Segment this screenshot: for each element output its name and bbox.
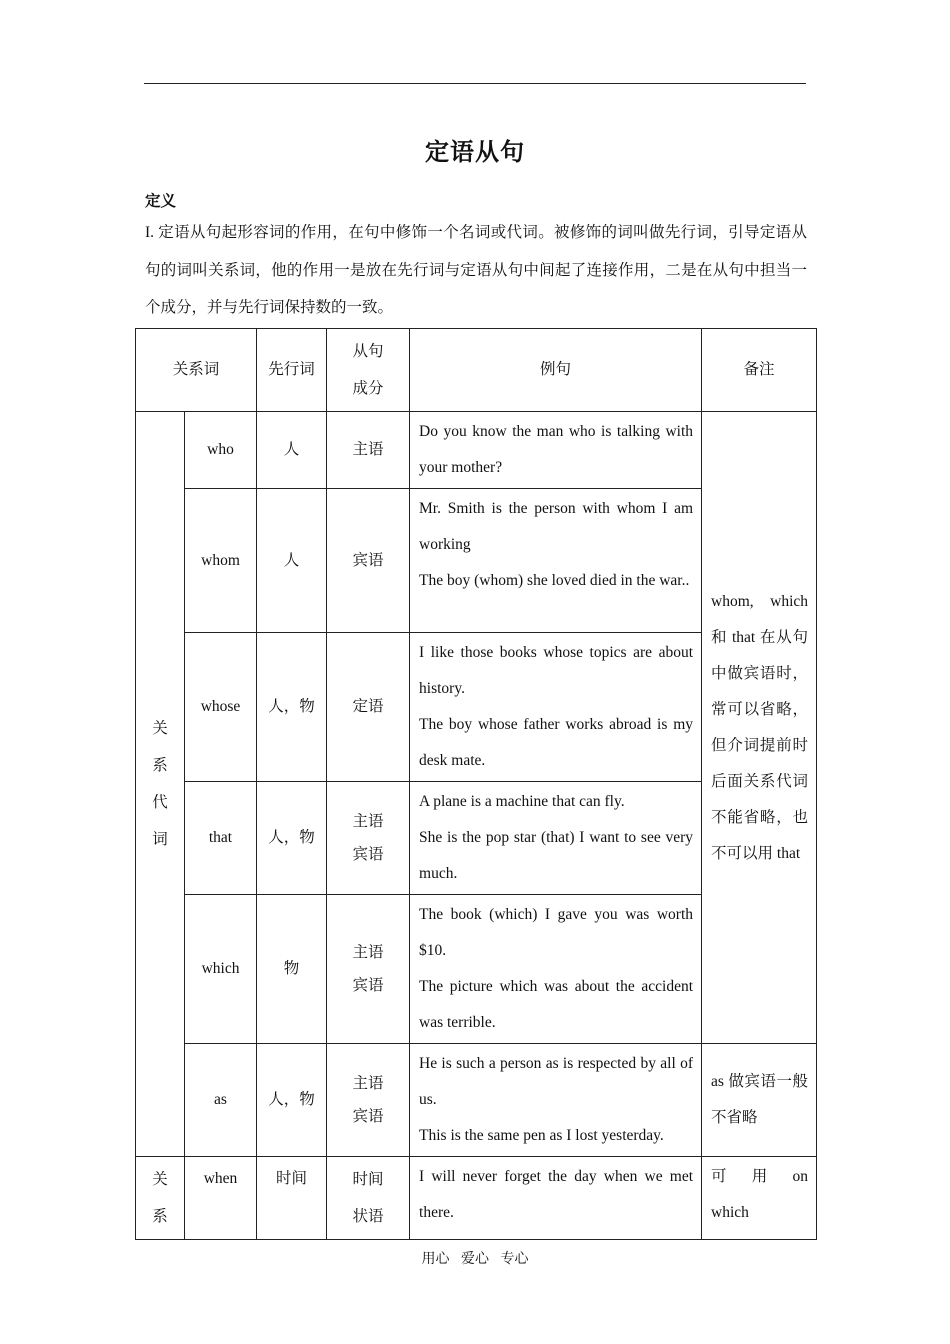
header-antecedent: 先行词 [257, 329, 327, 412]
cell-word: that [185, 782, 257, 895]
cell-example: He is such a person as is respected by all of us. This is the same pen as I lost yesterday. [410, 1044, 702, 1157]
header-relative: 关系词 [136, 329, 257, 412]
cell-role: 主语 [327, 412, 410, 489]
cell-note-when: 可 用 on which [702, 1157, 817, 1240]
cell-note-as: as 做宾语一般不省略 [702, 1044, 817, 1157]
cell-example: I will never forget the day when we met there. [410, 1157, 702, 1240]
cell-example: A plane is a machine that can fly. She is the pop star (that) I want to see very much. [410, 782, 702, 895]
group-label-adverb: 关系 [136, 1157, 185, 1240]
cell-word: as [185, 1044, 257, 1157]
cell-antecedent: 人 [257, 412, 327, 489]
section-heading: 定义 [145, 192, 177, 210]
group-label-pronoun: 关系代词 [136, 412, 185, 1157]
cell-role: 主语 宾语 [327, 782, 410, 895]
document-title: 定语从句 [425, 138, 525, 166]
cell-word: who [185, 412, 257, 489]
cell-antecedent: 人，物 [257, 782, 327, 895]
cell-word: whom [185, 489, 257, 633]
cell-example: The book (which) I gave you was worth $10. The picture which was about the accident was terrible. [410, 895, 702, 1044]
cell-antecedent: 时间 [257, 1157, 327, 1240]
header-role: 从句成分 [327, 329, 410, 412]
header-note: 备注 [702, 329, 817, 412]
header-example: 例句 [410, 329, 702, 412]
cell-note-main: whom, which 和 that 在从句中做宾语时，常可以省略，但介词提前时后面关系代词不能省略，也不可以用 that [702, 412, 817, 1044]
cell-role: 主语 宾语 [327, 1044, 410, 1157]
cell-antecedent: 人 [257, 489, 327, 633]
header-rule [144, 83, 806, 84]
intro-paragraph: I. 定语从句起形容词的作用，在句中修饰一个名词或代词。被修饰的词叫做先行词，引导定语从句的词叫关系词，他的作用一是放在先行词与定语从句中间起了连接作用，二是在从句中担当一个成分，并与先行词保持数的一致。 [145, 224, 807, 316]
cell-word: which [185, 895, 257, 1044]
cell-role: 定语 [327, 633, 410, 782]
table-header-row [136, 329, 817, 412]
cell-role: 时间状语 [327, 1157, 410, 1240]
cell-example: Mr. Smith is the person with whom I am working The boy (whom) she loved died in the war.. [410, 489, 702, 633]
relative-clause-table [135, 328, 817, 1240]
cell-antecedent: 人，物 [257, 1044, 327, 1157]
table-row [136, 1157, 817, 1240]
page-footer: 用心 爱心 专心 [421, 1252, 529, 1267]
cell-antecedent: 物 [257, 895, 327, 1044]
cell-example: I like those books whose topics are about history. The boy whose father works abroad is my desk mate. [410, 633, 702, 782]
table-row [136, 412, 817, 489]
table-row [136, 1044, 817, 1157]
cell-antecedent: 人，物 [257, 633, 327, 782]
cell-role: 宾语 [327, 489, 410, 633]
cell-word: whose [185, 633, 257, 782]
cell-role: 主语 宾语 [327, 895, 410, 1044]
cell-example: Do you know the man who is talking with your mother? [410, 412, 702, 489]
cell-word: when [185, 1157, 257, 1240]
